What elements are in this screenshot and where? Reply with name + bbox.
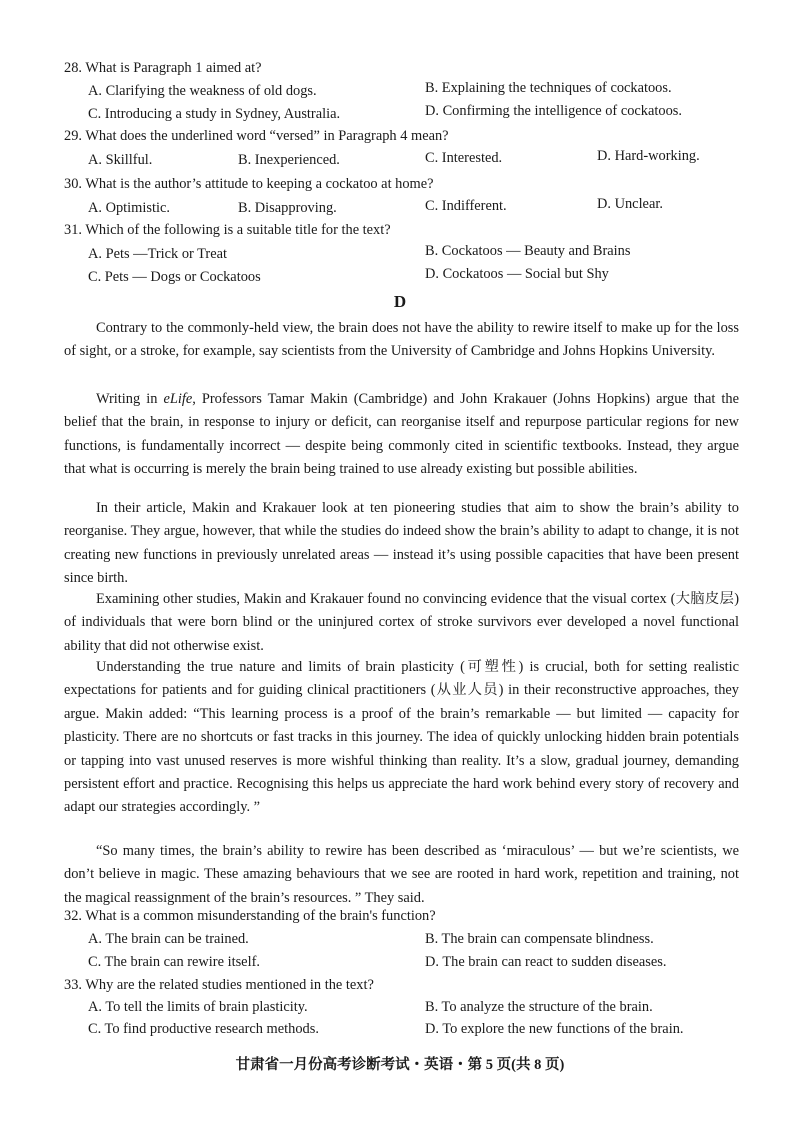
question-33-option-d: D. To explore the new functions of the brain.	[425, 1021, 684, 1037]
question-30-option-b: B. Disapproving.	[238, 200, 337, 216]
question-28-option-c: C. Introducing a study in Sydney, Australia.	[88, 106, 341, 122]
passage-paragraph-6: “So many times, the brain’s ability to rewire has been described as ‘miraculous’ — but we’re scientists, we don’t believe in magic. These amazing behaviours that we see are rooted in hard work, repetition and training, not the magical reassignment of the brain’s resources. ” They said.	[64, 843, 739, 906]
question-31-option-b: B. Cockatoos — Beauty and Brains	[425, 243, 631, 259]
question-31-stem: 31. Which of the following is a suitable title for the text?	[64, 222, 391, 238]
question-32-stem: 32. What is a common misunderstanding of the brain's function?	[64, 908, 436, 924]
question-31-option-c: C. Pets — Dogs or Cockatoos	[88, 269, 261, 285]
question-29-option-a: A. Skillful.	[88, 152, 153, 168]
question-29-option-c: C. Interested.	[425, 150, 503, 166]
question-28-option-b: B. Explaining the techniques of cockatoos.	[425, 80, 672, 96]
question-32-option-d: D. The brain can react to sudden diseases.	[425, 954, 667, 970]
question-31-option-d: D. Cockatoos — Social but Shy	[425, 266, 609, 282]
passage-paragraph-2	[64, 388, 739, 482]
paragraph-2-rest: , Professors Tamar Makin (Cambridge) and John Krakauer (Johns Hopkins) argue that the belief that the brain, in response to injury or deficit, can reorganise itself and repurpose particular regions for new functions, is fundamentally incorrect — despite being commonly cited in scientific textbooks. Instead, they argue that what is occurring is merely the brain being trained to use already existing but possible abilities.	[64, 391, 739, 478]
question-32-option-c: C. The brain can rewire itself.	[88, 954, 260, 970]
paragraph-2-lead: Writing in	[96, 391, 164, 407]
question-33-option-a: A. To tell the limits of brain plasticity.	[88, 999, 308, 1015]
passage-paragraph-4: Examining other studies, Makin and Krakauer found no convincing evidence that the visual cortex (大脑皮层) of individuals that were born blind or the uninjured cortex of stroke survivors ever developed a novel functional ability that did not otherwise exist.	[64, 591, 739, 654]
passage-paragraph-5: Understanding the true nature and limits of brain plasticity (可塑性) is crucial, both for setting realistic expectations for patients and for guiding clinical practitioners (从业人员) in their reconstructive approaches, they argue. Makin added: “This learning process is a proof of the brain’s remarkable — but limited — capacity for plasticity. There are no shortcuts or fast tracks in this journey. The idea of quickly unlocking hidden brain potentials or tapping into vast unused reserves is more wishful thinking than reality. It’s a slow, gradual journey, demanding persistent effort and practice. Recognising this helps us appreciate the hard work behind every story of recovery and adapt our strategies accordingly. ”	[64, 659, 739, 816]
question-28-stem: 28. What is Paragraph 1 aimed at?	[64, 60, 262, 76]
question-29-option-b: B. Inexperienced.	[238, 152, 340, 168]
question-31-option-a: A. Pets —Trick or Treat	[88, 246, 227, 262]
question-28-option-d: D. Confirming the intelligence of cockatoos.	[425, 103, 682, 119]
question-30-option-a: A. Optimistic.	[88, 200, 170, 216]
question-32-option-a: A. The brain can be trained.	[88, 931, 249, 947]
question-29-option-d: D. Hard-working.	[597, 148, 700, 164]
question-33-option-b: B. To analyze the structure of the brain.	[425, 999, 653, 1015]
question-33-option-c: C. To find productive research methods.	[88, 1021, 319, 1037]
page-footer: 甘肃省一月份高考诊断考试・英语・第 5 页(共 8 页)	[235, 1057, 565, 1073]
passage-paragraph-3: In their article, Makin and Krakauer look at ten pioneering studies that aim to show the brain’s ability to reorganise. They argue, however, that while the studies do indeed show the brain’s ability to adapt to change, it is not creating new functions in previously unrelated areas — instead it’s using possible capacities that have been present since birth.	[64, 500, 739, 587]
question-33-stem: 33. Why are the related studies mentioned in the text?	[64, 977, 374, 993]
question-29-stem: 29. What does the underlined word “versed” in Paragraph 4 mean?	[64, 128, 449, 144]
question-30-option-c: C. Indifferent.	[425, 198, 507, 214]
journal-name: eLife	[163, 391, 193, 407]
passage-paragraph-1: Contrary to the commonly-held view, the brain does not have the ability to rewire itself to make up for the loss of sight, or a stroke, for example, say scientists from the University of Cambridge and Johns Hopkins University.	[64, 320, 739, 360]
question-32-option-b: B. The brain can compensate blindness.	[425, 931, 654, 947]
section-heading-d: D	[393, 292, 407, 311]
question-30-stem: 30. What is the author’s attitude to keeping a cockatoo at home?	[64, 176, 434, 192]
question-30-option-d: D. Unclear.	[597, 196, 663, 212]
question-28-option-a: A. Clarifying the weakness of old dogs.	[88, 83, 317, 99]
